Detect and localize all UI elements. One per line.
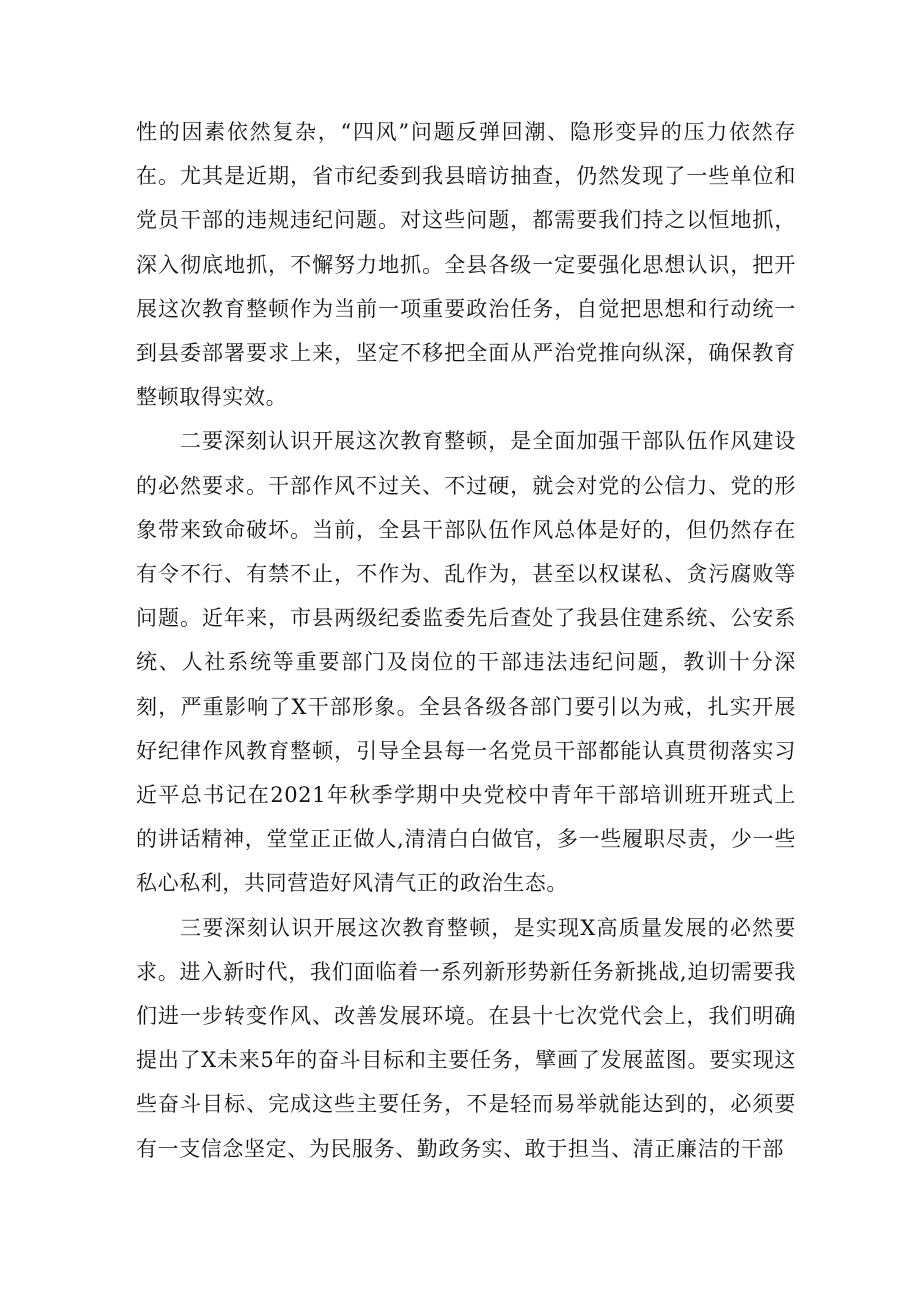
paragraph-third-point: 三要深刻认识开展这次教育整顿，是实现X高质量发展的必然要求。进入新时代，我们面临着一系列新形势新任务新挑战,迫切需要我们进一步转变作风、改善发展环境。在县十七次党代会上，我们明确提出了X未来5年的奋斗目标和主要任务，擘画了发展蓝图。要实现这些奋斗目标、完成这些主要任务，不是轻而易举就能达到的，必须要有一支信念坚定、为民服务、勤政务实、敢于担当、清正廉洁的干部 — [136, 915, 796, 1161]
document-body — [136, 110, 796, 1171]
paragraph-second-point: 二要深刻认识开展这次教育整顿，是全面加强干部队伍作风建设的必然要求。干部作风不过关、不过硬，就会对党的公信力、党的形象带来致命破坏。当前，全县干部队伍作风总体是好的，但仍然存在有令不行、有禁不止，不作为、乱作为，甚至以权谋私、贪污腐败等问题。近年来，市县两级纪委监委先后查处了我县住建系统、公安系统、人社系统等重要部门及岗位的干部违法违纪问题，教训十分深刻，严重影响了X干部形象。全县各级各部门要引以为戒，扎实开展好纪律作风教育整顿，引导全县每一名党员干部都能认真贯彻落实习近平总书记在2021年秋季学期中央党校中青年干部培训班开班式上的讲话精神，堂堂正正做人,清清白白做官，多一些履职尽责，少一些私心私利，共同营造好风清气正的政治生态。 — [136, 429, 796, 896]
paragraph-continuation: 性的因素依然复杂，“四风”问题反弹回潮、隐形变异的压力依然存在。尤其是近期，省市纪委到我县暗访抽查，仍然发现了一些单位和党员干部的违规违纪问题。对这些问题，都需要我们持之以恒地抓，深入彻底地抓，不懈努力地抓。全县各级一定要强化思想认识，把开展这次教育整顿作为当前一项重要政治任务，自觉把思想和行动统一到县委部署要求上来，坚定不移把全面从严治党推向纵深，确保教育整顿取得实效。 — [136, 120, 796, 410]
